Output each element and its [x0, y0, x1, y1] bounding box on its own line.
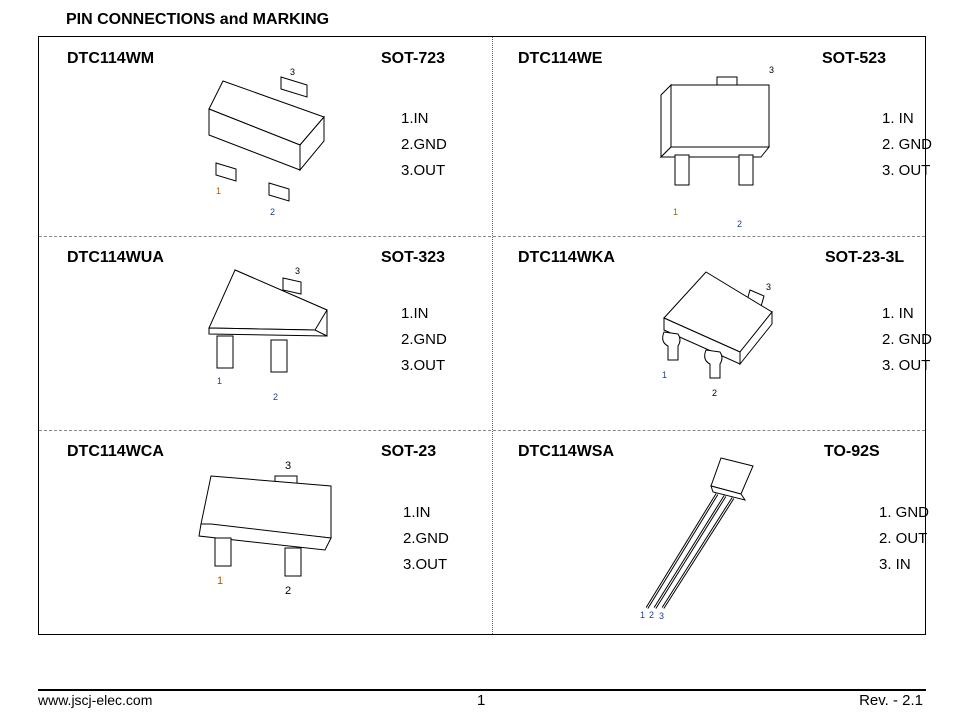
pin-3-label: 3: [290, 67, 296, 77]
sot-723-package-drawing: [204, 65, 334, 217]
pin-list: [401, 301, 447, 379]
part-number: DTC114WUA: [67, 249, 164, 266]
pin-1-label: 1: [216, 186, 222, 196]
pin-3: 3. OUT: [882, 162, 931, 179]
sot-523-package-drawing: [657, 65, 782, 229]
cell-dtc114wsa: [492, 430, 930, 634]
cell-dtc114wm: [39, 37, 492, 236]
pin-2-label: 2: [649, 610, 655, 620]
pin-2: 2. OUT: [879, 530, 928, 547]
pin-1: 1. GND: [879, 504, 930, 521]
pin-3: 3. OUT: [882, 357, 931, 374]
pin-3: 3. IN: [879, 556, 911, 573]
part-number: DTC114WE: [518, 50, 603, 67]
section-title: PIN CONNECTIONS and MARKING: [66, 11, 330, 28]
footer-revision: Rev. - 2.1: [859, 692, 923, 709]
pin-2-label: 2: [273, 392, 279, 402]
package-name: SOT-23-3L: [825, 249, 905, 266]
pin-3: 3.OUT: [401, 162, 446, 179]
part-number: DTC114WSA: [518, 443, 615, 460]
part-number: DTC114WM: [67, 50, 155, 67]
part-number: DTC114WCA: [67, 443, 164, 460]
pin-2-label: 2: [285, 585, 292, 597]
pin-list: [882, 301, 932, 379]
pin-3: 3.OUT: [401, 357, 446, 374]
pin-1: 1.IN: [401, 110, 429, 127]
pin-list: [882, 106, 932, 184]
pin-2: 2.GND: [401, 331, 447, 348]
package-name: SOT-323: [381, 249, 446, 266]
pin-list: [401, 106, 447, 184]
pin-3-label: 3: [285, 460, 292, 472]
footer-website: www.jscj-elec.com: [38, 692, 153, 708]
cell-dtc114wua: [39, 236, 492, 430]
pin-1-label: 1: [673, 207, 679, 217]
footer-rule: [38, 689, 926, 691]
pin-1-label: 1: [640, 610, 646, 620]
footer-page-number: 1: [477, 692, 486, 709]
package-name: SOT-523: [822, 50, 887, 67]
pin-list: [403, 500, 449, 578]
pin-2-label: 2: [712, 388, 718, 398]
pin-2-label: 2: [270, 207, 276, 217]
cell-dtc114we: [492, 37, 933, 236]
pin-1-label: 1: [217, 575, 224, 587]
pin-2: 2. GND: [882, 331, 933, 348]
pin-1-label: 1: [217, 376, 223, 386]
pin-list: [879, 500, 929, 578]
pin-1: 1.IN: [403, 504, 431, 521]
pin-3-label: 3: [659, 611, 665, 621]
pin-1: 1. IN: [882, 110, 914, 127]
pin-2-label: 2: [737, 219, 743, 229]
cell-dtc114wca: [39, 430, 492, 634]
sot-23-package-drawing: [197, 460, 337, 606]
pin-2: 2. GND: [882, 136, 933, 153]
part-number: DTC114WKA: [518, 249, 615, 266]
sot-323-package-drawing: [207, 266, 332, 402]
pin-2: 2.GND: [403, 530, 449, 547]
pin-1: 1.IN: [401, 305, 429, 322]
pin-connections-table: [38, 36, 933, 635]
package-name: TO-92S: [824, 443, 880, 460]
pin-3-label: 3: [769, 65, 775, 75]
to-92s-package-drawing: [637, 458, 762, 621]
pin-1-label: 1: [662, 370, 668, 380]
pin-3-label: 3: [295, 266, 301, 276]
sot-23-3l-package-drawing: [658, 266, 783, 406]
package-name: SOT-23: [381, 443, 437, 460]
pin-1: 1. IN: [882, 305, 914, 322]
pin-2: 2.GND: [401, 136, 447, 153]
pin-3: 3.OUT: [403, 556, 448, 573]
pin-3-label: 3: [766, 282, 772, 292]
cell-dtc114wka: [492, 236, 933, 430]
package-name: SOT-723: [381, 50, 446, 67]
